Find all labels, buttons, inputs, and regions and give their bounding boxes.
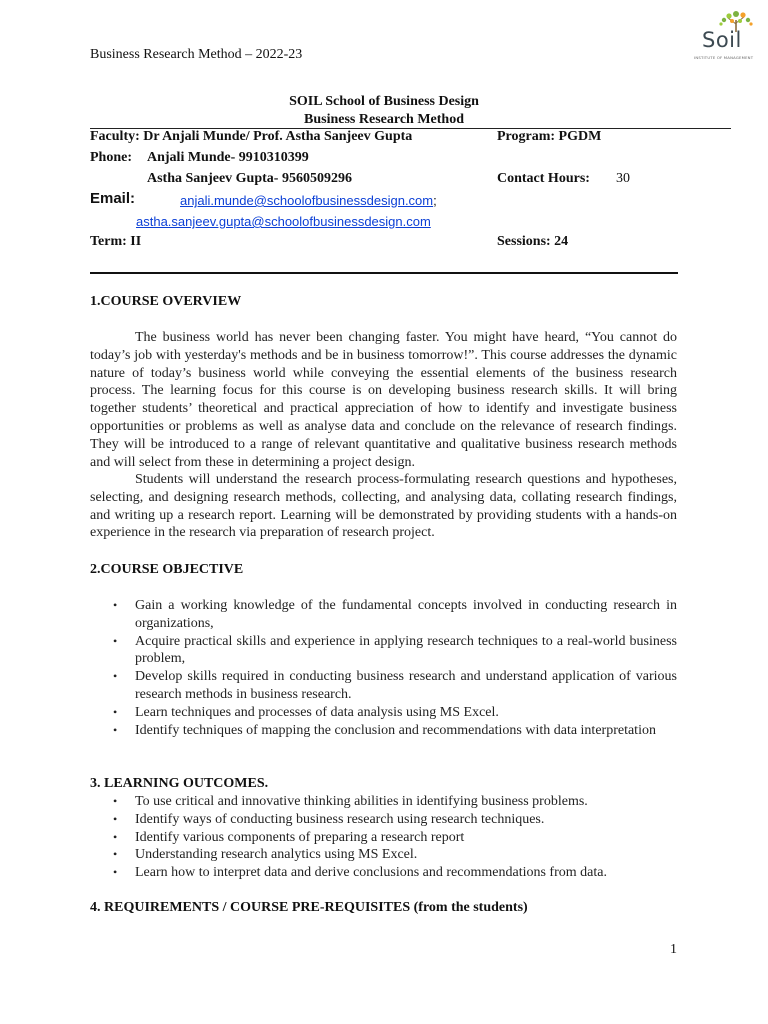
list-item bbox=[90, 793, 677, 811]
email-link-astha[interactable]: astha.sanjeev.gupta@schoolofbusinessdesign.com bbox=[136, 214, 431, 229]
outcome-item-text: Identify various components of preparing a research report bbox=[135, 829, 465, 845]
term-line: Term: II bbox=[90, 234, 142, 249]
course-objective-heading: 2.COURSE OBJECTIVE bbox=[90, 562, 244, 577]
email-separator: ; bbox=[433, 193, 437, 208]
list-item bbox=[90, 846, 677, 864]
list-item bbox=[90, 704, 677, 722]
course-title: Business Research Method bbox=[304, 112, 464, 127]
bullet-icon: • bbox=[113, 598, 118, 612]
soil-logo bbox=[694, 10, 758, 64]
bullet-icon: • bbox=[113, 794, 118, 808]
running-header: Business Research Method – 2022-23 bbox=[90, 47, 303, 62]
objective-item-text: Gain a working knowledge of the fundamental concepts involved in conducting research in organizations, bbox=[135, 598, 677, 631]
faculty-line: Faculty: Dr Anjali Munde/ Prof. Astha Sanjeev Gupta bbox=[90, 129, 413, 144]
list-item bbox=[90, 668, 677, 704]
bullet-icon: • bbox=[113, 811, 118, 826]
outcome-item-text: Understanding research analytics using MS Excel. bbox=[135, 847, 418, 863]
course-overview-heading: 1.COURSE OVERVIEW bbox=[90, 294, 242, 309]
list-item bbox=[90, 633, 677, 669]
outcome-item-text: Learn how to interpret data and derive conclusions and recommendations from data. bbox=[135, 865, 607, 881]
logo-tagline: INSTITUTE OF MANAGEMENT bbox=[694, 55, 754, 60]
email-line-1 bbox=[180, 192, 437, 210]
contact-hours-value: 30 bbox=[616, 171, 630, 186]
bullet-icon: • bbox=[113, 829, 118, 844]
program-line: Program: PGDM bbox=[497, 129, 602, 144]
objective-item-text: Identify techniques of mapping the conclusion and recommendations with data interpretation bbox=[135, 722, 656, 738]
objective-item-text: Develop skills required in conducting business research and understand application of various research methods in business research. bbox=[135, 669, 677, 702]
email-label: Email: bbox=[90, 190, 136, 207]
overview-paragraph-1: The business world has never been changing faster. You might have heard, “You cannot do today’s job with yesterday's methods and be in business tomorrow!”. This course addresses the dynamic nature of today’s business world while conveying the essential elements of the business research process. The learning focus for this course is on developing business research skills. It will bring together students’ theoretical and practical appreciation of how to identify and investigate business opportunities or problems as well as analyse data and conclude on the relevance of research findings. They will be introduced to a range of relevant quantitative and qualitative business research methods and will select from these in determining a project design. bbox=[90, 330, 677, 470]
outcomes-list bbox=[90, 793, 677, 882]
overview-paragraph-2: Students will understand the research process-formulating research questions and hypotheses, selecting, and designing research methods, collecting, and analysing data, collating research findings, and writing up a research report. Learning will be demonstrated by providing students with a hands-on experience in the research via preparation of research project. bbox=[90, 472, 677, 541]
phone-label: Phone: bbox=[90, 150, 132, 165]
list-item bbox=[90, 864, 677, 882]
requirements-heading: 4. REQUIREMENTS / COURSE PRE-REQUISITES (from the students) bbox=[90, 900, 528, 915]
learning-outcomes-heading: 3. LEARNING OUTCOMES. bbox=[90, 776, 269, 791]
email-line-2 bbox=[136, 213, 431, 231]
email-link-anjali[interactable]: anjali.munde@schoolofbusinessdesign.com bbox=[180, 193, 434, 208]
info-divider bbox=[90, 272, 678, 274]
outcome-item-text: Identify ways of conducting business research using research techniques. bbox=[135, 811, 545, 827]
objective-item-text: Acquire practical skills and experience in applying research techniques to a real-world business problem, bbox=[135, 633, 677, 667]
bullet-icon: • bbox=[113, 633, 118, 648]
bullet-icon: • bbox=[113, 704, 118, 719]
bullet-icon: • bbox=[113, 847, 118, 862]
phone-anjali: Anjali Munde- 9910310399 bbox=[147, 150, 309, 165]
list-item bbox=[90, 829, 677, 847]
objective-item-text: Learn techniques and processes of data analysis using MS Excel. bbox=[135, 704, 499, 720]
page-number: 1 bbox=[670, 942, 677, 957]
list-item bbox=[90, 811, 677, 829]
list-item bbox=[90, 722, 677, 740]
school-title: SOIL School of Business Design bbox=[289, 94, 479, 109]
contact-hours-label: Contact Hours: bbox=[497, 171, 590, 186]
logo-wordmark: Soil bbox=[702, 28, 742, 52]
phone-astha: Astha Sanjeev Gupta- 9560509296 bbox=[147, 171, 352, 186]
objective-list bbox=[90, 597, 677, 739]
list-item bbox=[90, 597, 677, 633]
sessions-line: Sessions: 24 bbox=[497, 234, 569, 249]
outcome-item-text: To use critical and innovative thinking abilities in identifying business problems. bbox=[135, 794, 588, 809]
bullet-icon: • bbox=[113, 669, 118, 684]
bullet-icon: • bbox=[113, 722, 118, 737]
bullet-icon: • bbox=[113, 865, 118, 880]
